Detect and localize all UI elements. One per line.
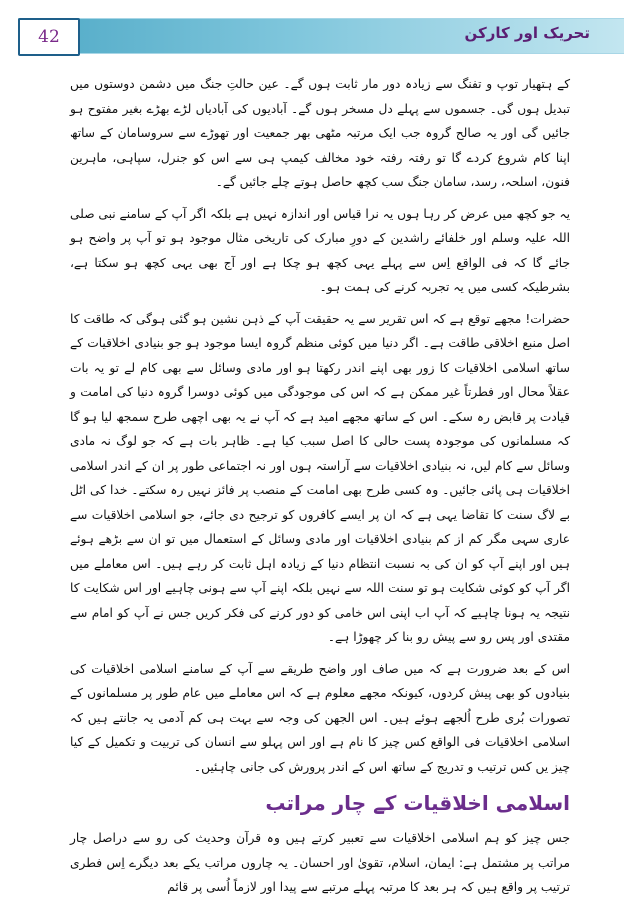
- paragraph-1: کے ہتھیار توپ و تفنگ سے زیادہ دور مار ثابت ہوں گے۔ عین حالتِ جنگ میں دشمن دوستوں میں تبدیل ہوں گی۔ جسموں سے پہلے دل مسخر ہوں گے۔ آبادیوں کی آبادیاں لڑے بھڑے بغیر مفتوح ہو جائیں گی اور یہ صالح گروہ جب ایک مرتبہ مٹھی بھر جمعیت اور تھوڑے سے سروسامان کے ساتھ اپنا کام شروع کردے گا تو رفتہ رفتہ خود مخالف کیمپ ہی سے اس کو جنرل، سپاہی، ماہرین فنون، اسلحہ، رسد، سامان جنگ سب کچھ حاصل ہوتے چلے جائیں گے۔: [70, 77, 570, 189]
- section-heading: اسلامی اخلاقیات کے چار مراتب: [265, 791, 570, 815]
- paragraph-4: اس کے بعد ضرورت ہے کہ میں صاف اور واضح طریقے سے آپ کے سامنے اسلامی اخلاقیات کی بنیادوں کو بھی پیش کردوں، کیونکہ مجھے معلوم ہے کہ اس معاملے میں عام طور پر مسلمانوں کے تصورات بُری طرح اُلجھے ہوئے ہیں۔ اس الجھن کی وجہ سے بہت ہی کم آدمی یہ جانتے ہیں کہ اسلامی اخلاقیات فی الواقع کس چیز کا نام ہے اور اس پہلو سے انسان کی تربیت و تکمیل کے کیا چیز یں کس ترتیب و تدریج کے ساتھ اس کے اندر پرورش کی جانی چاہئیں۔: [70, 661, 570, 774]
- page-number: 42: [18, 18, 80, 56]
- paragraph-5: جس چیز کو ہم اسلامی اخلاقیات سے تعبیر کرتے ہیں وہ قرآن وحدیث کی رو سے دراصل چار مراتب پر مشتمل ہے: ایمان، اسلام، تقویٰ اور احسان۔ یہ چاروں مراتب یکے بعد دیگرے اِس فطری ترتیب پر واقع ہیں کہ ہر بعد کا مرتبہ پہلے مرتبے سے پیدا اور لازماً اُسی پر قائم: [70, 831, 570, 894]
- paragraph-3: حضرات! مجھے توقع ہے کہ اس تقریر سے یہ حقیقت آپ کے ذہن نشین ہو گئی ہوگی کہ طاقت کا اصل منبع اخلاقی طاقت ہے۔ اگر دنیا میں کوئی منظم گروہ ایسا موجود ہو جو بنیادی اخلاقیات کے ساتھ اسلامی اخلاقیات کا زور بھی اپنے اندر رکھتا ہو اور مادی وسائل سے بھی کام لے تو یہ بات عقلاً محال اور فطرتاً غیر ممکن ہے کہ اس کی موجودگی میں کوئی دوسرا گروہ دنیا کی امامت و قیادت پر قابض رہ سکے۔ اس کے ساتھ مجھے امید ہے کہ آپ نے یہ بھی اچھی طرح سمجھ لیا ہو گا کہ مسلمانوں کی موجودہ پست حالی کا اصل سبب کیا ہے۔ ظاہر بات ہے کہ جو لوگ نہ مادی وسائل سے کام لیں، نہ بنیادی اخلاقیات سے آراستہ ہوں اور نہ اجتماعی طور پر ان کے اندر اسلامی اخلاقیات ہی پائی جائیں۔ وہ کسی طرح بھی امامت کے منصب پر فائز نہیں رہ سکتے۔ خدا کی اٹل بے لاگ سنت کا تقاضا یہی ہے کہ ان پر ایسے کافروں کو ترجیح دی جائے، جو اسلامی اخلاقیات سے عاری سہی مگر کم از کم بنیادی اخلاقیات اور مادی وسائل کے استعمال میں تو ان سے بڑھے ہوئے ہیں اور اپنے آپ کو ان کی بہ نسبت انتظام دنیا کے زیادہ اہل ثابت کر رہے ہیں۔ اس معاملے میں اگر آپ کو کوئی شکایت ہو تو سنت اللہ سے نہیں بلکہ اپنے آپ سے ہونی چاہیے اور اس شکایت کا نتیجہ یہ ہونا چاہیے کہ آپ اب اپنی اس خامی کو دور کرنے کی فکر کریں جس نے آپ کو امام سے مقتدی اور پس رو سے پیش رو بنا کر چھوڑا ہے۔: [70, 311, 570, 644]
- body-text: [70, 72, 570, 907]
- running-header-title: تحریک اور کارکن: [464, 24, 590, 42]
- paragraph-2: یہ جو کچھ میں عرض کر رہا ہوں یہ نرا قیاس اور اندازہ نہیں ہے بلکہ اگر آپ کے سامنے نبی صلی اللہ علیہ وسلم اور خلفائے راشدین کے دورِ مبارک کی تاریخی مثال موجود ہو تو آپ پر واضح ہو جائے گا کہ فی الواقع اِس سے پہلے یہی کچھ ہو چکا ہے اور آج بھی یہی کچھ ہو سکتا ہے، بشرطیکہ کسی میں یہ تجربہ کرنے کی ہمت ہو۔: [70, 206, 570, 294]
